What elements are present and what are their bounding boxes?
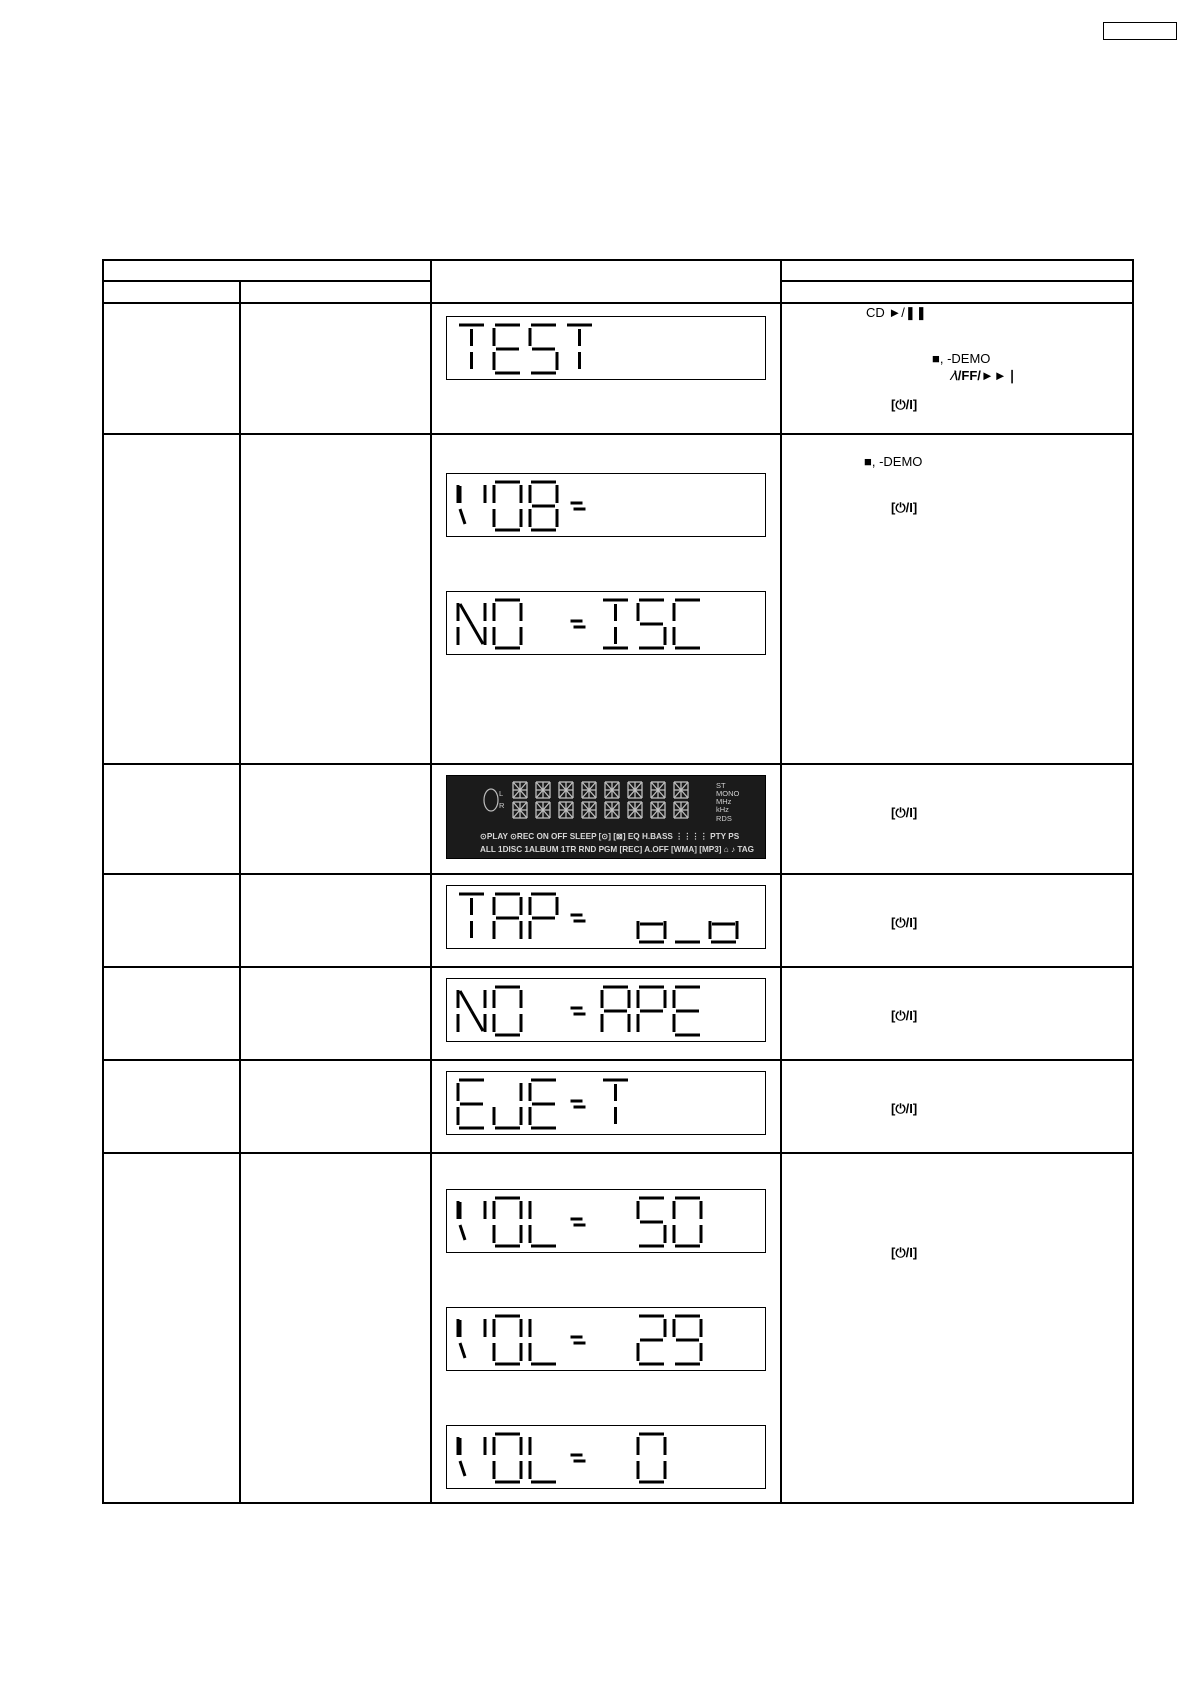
segment-char: [494, 987, 521, 1035]
indicator-mono: MONO: [716, 789, 740, 798]
segment-char: [530, 482, 557, 530]
segment-char: [603, 600, 628, 648]
lcd-display-no-tape: [446, 978, 766, 1042]
lit-segment-cell: [628, 802, 642, 818]
power-button-label: [⏻/I]: [891, 915, 918, 930]
segment-char: [571, 1455, 586, 1461]
segment-text: [447, 1190, 767, 1254]
lit-segment-cell: [559, 782, 573, 798]
segment-char: [603, 1080, 628, 1124]
segment-text: [447, 1308, 767, 1372]
segment-text: [447, 886, 767, 950]
segment-text: [447, 474, 767, 538]
segment-text: [447, 317, 767, 381]
segment-char: [567, 325, 592, 369]
segment-text: [447, 592, 767, 656]
lit-segment-cell: [674, 802, 688, 818]
lit-segment-cell: [674, 782, 688, 798]
power-button-label: [⏻/I]: [891, 500, 918, 515]
segment-char: [494, 482, 521, 530]
stop-demo-label: ■, -DEMO: [864, 454, 923, 469]
stop-demo-label: ■, -DEMO: [932, 351, 991, 366]
segment-char: [571, 1219, 586, 1225]
segment-char: [494, 600, 521, 648]
segment-char: [571, 1101, 586, 1107]
indicator-khz: kHz: [716, 805, 729, 814]
lcd-display-vol-29: [446, 1307, 766, 1371]
lcd-display-tape: [446, 885, 766, 949]
segment-char: [458, 1319, 485, 1358]
segment-char: [494, 1083, 521, 1128]
lit-segment-cell: [628, 782, 642, 798]
segment-panel: [447, 776, 767, 860]
indicator-st: ST: [716, 781, 726, 790]
lit-segment-cell: [536, 782, 550, 798]
segment-char: [458, 1080, 484, 1128]
indicator-rds: RDS: [716, 814, 732, 823]
segment-char: [494, 1316, 521, 1364]
segment-char: [638, 921, 665, 942]
segment-char: [638, 987, 665, 1032]
lcd-display-no-disc: [446, 591, 766, 655]
ff-skip-label: ⁄\/FF/►►❘: [952, 368, 1018, 383]
segment-char: [674, 600, 700, 648]
lit-segment-cell: [513, 782, 527, 798]
segment-char: [494, 1198, 521, 1246]
indicator-row-1: ⊙PLAY ⊙REC ON OFF SLEEP [⊙] [⊠] EQ H.BASS ⋮⋮⋮⋮ PTY PS: [480, 832, 740, 841]
segment-char: [494, 325, 520, 373]
lcd-display-vol-50: [446, 1189, 766, 1253]
segment-char: [494, 1434, 521, 1482]
segment-char: [459, 894, 484, 938]
segment-char: [530, 894, 557, 939]
power-button-label: [⏻/I]: [891, 805, 918, 820]
power-button-label: [⏻/I]: [891, 1101, 918, 1116]
segment-char: [458, 485, 485, 524]
segment-char: [530, 1319, 556, 1364]
lit-segment-cell: [536, 802, 550, 818]
segment-char: [638, 600, 665, 648]
page-number-box: [1103, 22, 1177, 40]
segment-char: [638, 1316, 665, 1364]
segment-char: [571, 1337, 586, 1343]
segment-char: [458, 1437, 485, 1476]
lit-segment-cell: [582, 802, 596, 818]
power-button-label: [⏻/I]: [891, 1245, 918, 1260]
indicator-r: R: [499, 801, 505, 810]
lit-segment-cell: [559, 802, 573, 818]
segment-text: [447, 1426, 767, 1490]
lit-segment-cell: [651, 782, 665, 798]
lit-segment-cell: [582, 782, 596, 798]
segment-char: [571, 915, 586, 921]
segment-char: [458, 603, 485, 645]
segment-char: [459, 325, 484, 369]
segment-char: [674, 1316, 701, 1364]
segment-char: [638, 1434, 665, 1482]
indicator-mhz: MHz: [716, 797, 732, 806]
segment-char: [571, 503, 586, 509]
segment-char: [571, 1008, 586, 1014]
segment-char: [674, 1198, 701, 1246]
segment-char: [530, 325, 557, 373]
lcd-display-test: [446, 316, 766, 380]
power-button-label: [⏻/I]: [891, 1008, 918, 1023]
segment-text: [447, 979, 767, 1043]
segment-char: [530, 1080, 556, 1128]
segment-char: [602, 987, 629, 1032]
lit-segment-cell: [513, 802, 527, 818]
lit-segment-cell: [605, 782, 619, 798]
lcd-display-vol-0: [446, 1425, 766, 1489]
lit-segment-cell: [605, 802, 619, 818]
cd-play-pause-label: CD ►/❚❚: [866, 305, 927, 320]
lcd-display-eject: [446, 1071, 766, 1135]
segment-char: [494, 894, 521, 939]
segment-text: [447, 1072, 767, 1136]
lcd-display-vob: [446, 473, 766, 537]
segment-char: [530, 1437, 556, 1482]
power-button-label: [⏻/I]: [891, 397, 918, 412]
segment-char: [638, 1198, 665, 1246]
segment-char: [571, 621, 586, 627]
lit-segment-cell: [651, 802, 665, 818]
segment-char: [458, 1201, 485, 1240]
indicator-l: L: [499, 789, 504, 798]
segment-char: [674, 987, 700, 1035]
lcd-display-all-segments: [446, 775, 766, 859]
indicator-row-2: ALL 1DISC 1ALBUM 1TR RND PGM [REC] A.OFF [WMA] [MP3] ⌂ ♪ TAG: [480, 845, 755, 854]
segment-char: [458, 990, 485, 1032]
segment-char: [530, 1201, 556, 1246]
segment-char: [710, 921, 737, 942]
